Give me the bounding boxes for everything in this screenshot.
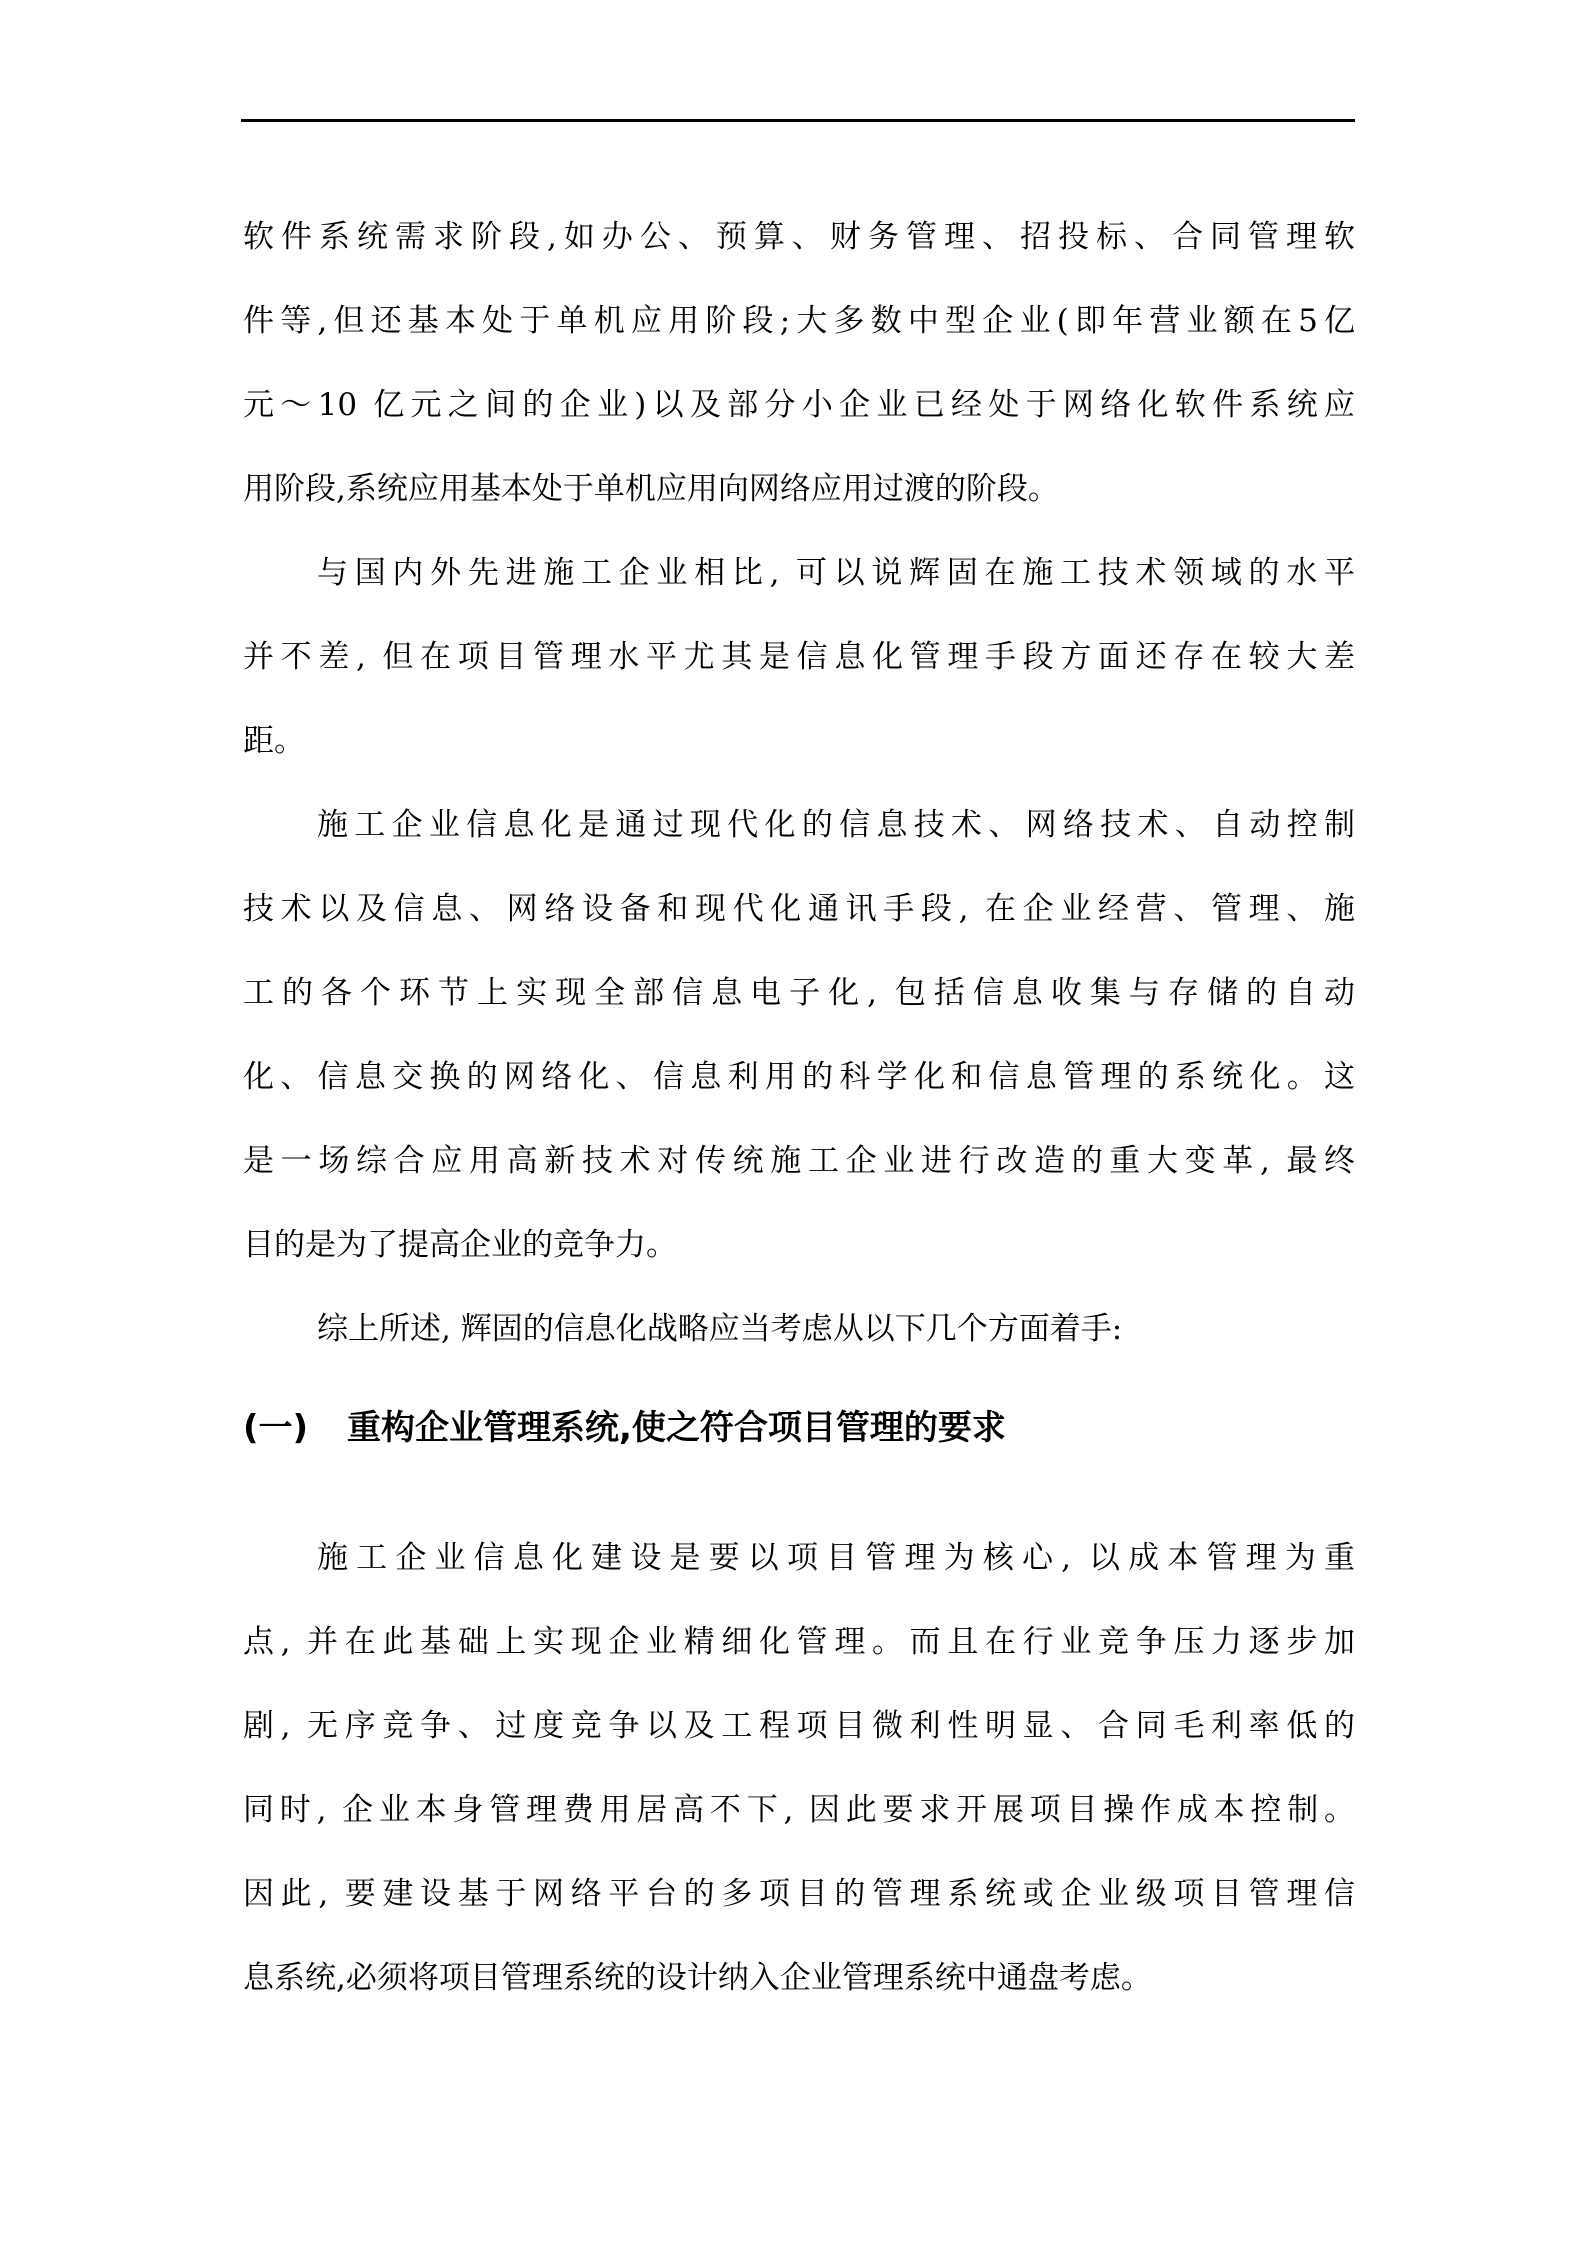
paragraph-line: 距。 — [243, 723, 305, 759]
section-title: 重构企业管理系统,使之符合项目管理的要求 — [347, 1408, 1006, 1448]
paragraph-line: 软件系统需求阶段,如办公、预算、财务管理、招投标、合同管理软 — [243, 219, 1355, 255]
paragraph-line: 息系统,必须将项目管理系统的设计纳入企业管理系统中通盘考虑。 — [243, 1960, 1152, 1996]
paragraph-line: 施工企业信息化建设是要以项目管理为核心, 以成本管理为重 — [317, 1540, 1355, 1576]
paragraph-line: 技术以及信息、网络设备和现代化通讯手段, 在企业经营、管理、施 — [243, 891, 1355, 927]
header-rule — [241, 119, 1355, 122]
paragraph-line: 施工企业信息化是通过现代化的信息技术、网络技术、自动控制 — [317, 807, 1355, 843]
paragraph-line: 化、信息交换的网络化、信息利用的科学化和信息管理的系统化。这 — [243, 1059, 1355, 1095]
paragraph-line: 点, 并在此基础上实现企业精细化管理。而且在行业竞争压力逐步加 — [243, 1624, 1355, 1660]
paragraph-line: 剧, 无序竞争、过度竞争以及工程项目微利性明显、合同毛利率低的 — [243, 1708, 1355, 1744]
paragraph-line: 与国内外先进施工企业相比, 可以说辉固在施工技术领域的水平 — [317, 555, 1355, 591]
paragraph-line: 工的各个环节上实现全部信息电子化, 包括信息收集与存储的自动 — [243, 975, 1355, 1011]
paragraph-line: 是一场综合应用高新技术对传统施工企业进行改造的重大变革, 最终 — [243, 1143, 1355, 1179]
paragraph-line: 件等,但还基本处于单机应用阶段;大多数中型企业(即年营业额在5亿 — [243, 303, 1355, 339]
paragraph-line: 因此, 要建设基于网络平台的多项目的管理系统或企业级项目管理信 — [243, 1876, 1355, 1912]
section-number: (一) — [243, 1408, 309, 1448]
paragraph-line: 并不差, 但在项目管理水平尤其是信息化管理手段方面还存在较大差 — [243, 639, 1355, 675]
paragraph-line: 元～10 亿元之间的企业)以及部分小企业已经处于网络化软件系统应 — [243, 387, 1355, 423]
paragraph-line: 同时, 企业本身管理费用居高不下, 因此要求开展项目操作成本控制。 — [243, 1792, 1355, 1828]
paragraph-line: 用阶段,系统应用基本处于单机应用向网络应用过渡的阶段。 — [243, 471, 1059, 507]
paragraph-line: 综上所述, 辉固的信息化战略应当考虑从以下几个方面着手: — [317, 1311, 1123, 1347]
paragraph-line: 目的是为了提高企业的竞争力。 — [243, 1227, 677, 1263]
section-heading — [243, 1403, 1006, 1453]
